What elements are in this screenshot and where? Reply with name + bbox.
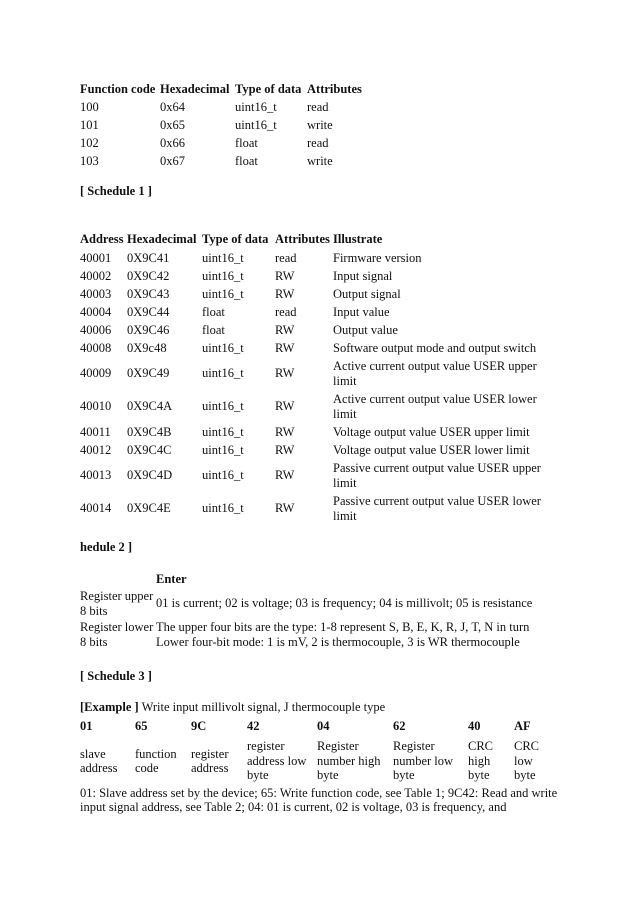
table-cell: 40011 [80,424,111,439]
table-header-row [80,717,554,736]
table-row [80,152,377,170]
column-header: 01 [80,719,93,734]
table-cell: uint16_t [202,399,244,414]
table-cell: register address low byte [247,739,307,783]
table-cell: Output signal [333,286,401,301]
table-row [80,116,377,134]
column-header: 62 [393,719,406,734]
table-cell: Passive current output value USER upper limit [333,461,541,490]
cell-line: Lower four-bit mode: 1 is mV, 2 is thermocouple, 3 is WR thermocouple [156,634,520,649]
table-cell: RW [275,286,295,301]
example-label: [Example ] [80,700,139,714]
table-cell: uint16_t [202,340,244,355]
table-cell: 0X9C4E [127,501,171,516]
table-cell: Input value [333,304,390,319]
schedule-1-caption: [ Schedule 1 ] [80,184,152,198]
table-cell: 40010 [80,399,112,414]
table-cell: uint16_t [235,117,277,132]
table-cell: read [307,99,329,114]
table-cell: uint16_t [202,501,244,516]
table-row [80,98,377,116]
table-cell: 0X9C44 [127,304,170,319]
column-header: Type of data [235,81,302,96]
table-row [80,736,554,786]
table-cell: 0x66 [160,135,185,150]
table-cell: uint16_t [202,366,244,381]
schedule-3-caption: [ Schedule 3 ] [80,669,152,683]
example-line [80,700,385,714]
table-cell [156,619,556,650]
table-cell: Software output mode and output switch [333,340,537,355]
table-cell: uint16_t [235,99,277,114]
function-code-table [80,80,377,170]
column-header: Attributes [307,81,362,96]
table-cell: write [307,153,333,168]
table-cell: float [235,153,258,168]
table-cell: RW [275,268,295,283]
table-cell: read [275,250,297,265]
table-cell: 40013 [80,468,112,483]
table-row [80,423,558,441]
table-row [80,303,558,321]
table-cell: RW [275,501,295,516]
table-cell: Input signal [333,268,393,283]
table-cell: 100 [80,99,99,114]
cell-line: The upper four bits are the type: 1-8 represent S, B, E, K, R, J, T, N in turn [156,620,530,635]
table-cell: 0X9C41 [127,250,170,265]
column-header: Enter [156,571,187,586]
table-cell: RW [275,442,295,457]
table-cell: 40012 [80,442,112,457]
column-header: Attributes [275,231,330,246]
column-header: 40 [468,719,481,734]
table-cell: 40008 [80,340,112,355]
table-cell: uint16_t [202,268,244,283]
table-cell: 0x64 [160,99,185,114]
table-cell: uint16_t [202,468,244,483]
table-cell: 0x65 [160,117,185,132]
table-cell: 0X9c48 [127,340,167,355]
table-cell: Active current output value USER lower limit [333,392,537,421]
table-cell: Passive current output value USER lower limit [333,494,541,523]
table-cell: Voltage output value USER lower limit [333,442,530,457]
register-type-table [80,570,556,650]
table-cell: Register number low byte [393,739,454,783]
table-cell: CRC low byte [514,739,540,783]
column-header: 42 [247,719,260,734]
table-header-row [80,80,377,98]
table-cell: RW [275,468,295,483]
table-cell: Firmware version [333,250,422,265]
table-cell: Register number high byte [317,739,381,783]
table-cell: RW [275,322,295,337]
explanation-paragraph: 01: Slave address set by the device; 65: Write function code, see Table 1; 9C42: Read and write input signal address, see Table 2; 04: 01 is current, 02 is voltage, 03 is frequency, and [80,786,558,815]
table-cell: 103 [80,153,99,168]
table-cell: RW [275,424,295,439]
example-text: Write input millivolt signal, J thermocouple type [138,700,386,714]
table-cell: uint16_t [202,424,244,439]
table-row [80,390,558,423]
table-cell: 0X9C4B [127,424,172,439]
table-cell: register address [191,746,229,775]
table-cell: 40002 [80,268,112,283]
schedule-2-caption: hedule 2 ] [80,540,133,554]
table-cell: RW [275,340,295,355]
table-cell: CRC high byte [468,739,494,783]
table-cell: 0X9C42 [127,268,170,283]
table-row [80,249,558,267]
column-header: 65 [135,719,148,734]
table-cell: uint16_t [202,442,244,457]
column-header: Hexadecimal [160,81,230,96]
register-address-table [80,216,558,525]
table-cell: uint16_t [202,250,244,265]
column-header: Illustrate [333,231,383,246]
table-cell: Active current output value USER upper limit [333,359,537,388]
table-cell: float [202,322,225,337]
table-cell: float [202,304,225,319]
column-header: Address [80,231,124,246]
table-header-row [80,216,558,249]
table-cell: 40006 [80,322,112,337]
table-cell: RW [275,399,295,414]
table-cell: read [307,135,329,150]
column-header: Hexadecimal [127,231,197,246]
table-row [80,267,558,285]
table-cell: 40003 [80,286,112,301]
table-cell: 40001 [80,250,112,265]
table-cell: 0X9C4D [127,468,173,483]
column-header: 04 [317,719,330,734]
table-cell: function code [135,746,177,775]
table-cell: 0X9C4A [127,399,173,414]
table-cell: 102 [80,135,99,150]
table-cell: slave address [80,746,118,775]
example-frame-table [80,717,554,786]
table-cell: 01 is current; 02 is voltage; 03 is frequency; 04 is millivolt; 05 is resistance [156,596,533,611]
table-cell: 101 [80,117,99,132]
table-row [80,285,558,303]
table-cell: 40014 [80,501,112,516]
table-cell: 0X9C46 [127,322,170,337]
table-cell: 0X9C43 [127,286,170,301]
table-row [80,441,558,459]
table-header-row [80,570,556,588]
table-cell: Register upper 8 bits [80,589,154,618]
table-row [80,339,558,357]
table-cell: 40004 [80,304,112,319]
table-row [80,459,558,492]
table-row [80,588,556,619]
table-cell: Voltage output value USER upper limit [333,424,530,439]
table-cell: uint16_t [202,286,244,301]
table-cell: RW [275,366,295,381]
column-header: Function code [80,81,156,96]
table-row [80,357,558,390]
table-row [80,619,556,650]
table-row [80,321,558,339]
table-cell: read [275,304,297,319]
table-cell: 0X9C49 [127,366,170,381]
column-header: 9C [191,719,207,734]
table-cell: float [235,135,258,150]
table-row [80,134,377,152]
column-header: AF [514,719,531,734]
table-cell: 0x67 [160,153,185,168]
table-cell: 40009 [80,366,112,381]
table-cell: Register lower 8 bits [80,620,154,649]
table-row [80,492,558,525]
column-header: Type of data [202,231,269,246]
table-cell: 0X9C4C [127,442,172,457]
table-cell: Output value [333,322,398,337]
column-header [80,570,156,588]
table-cell: write [307,117,333,132]
